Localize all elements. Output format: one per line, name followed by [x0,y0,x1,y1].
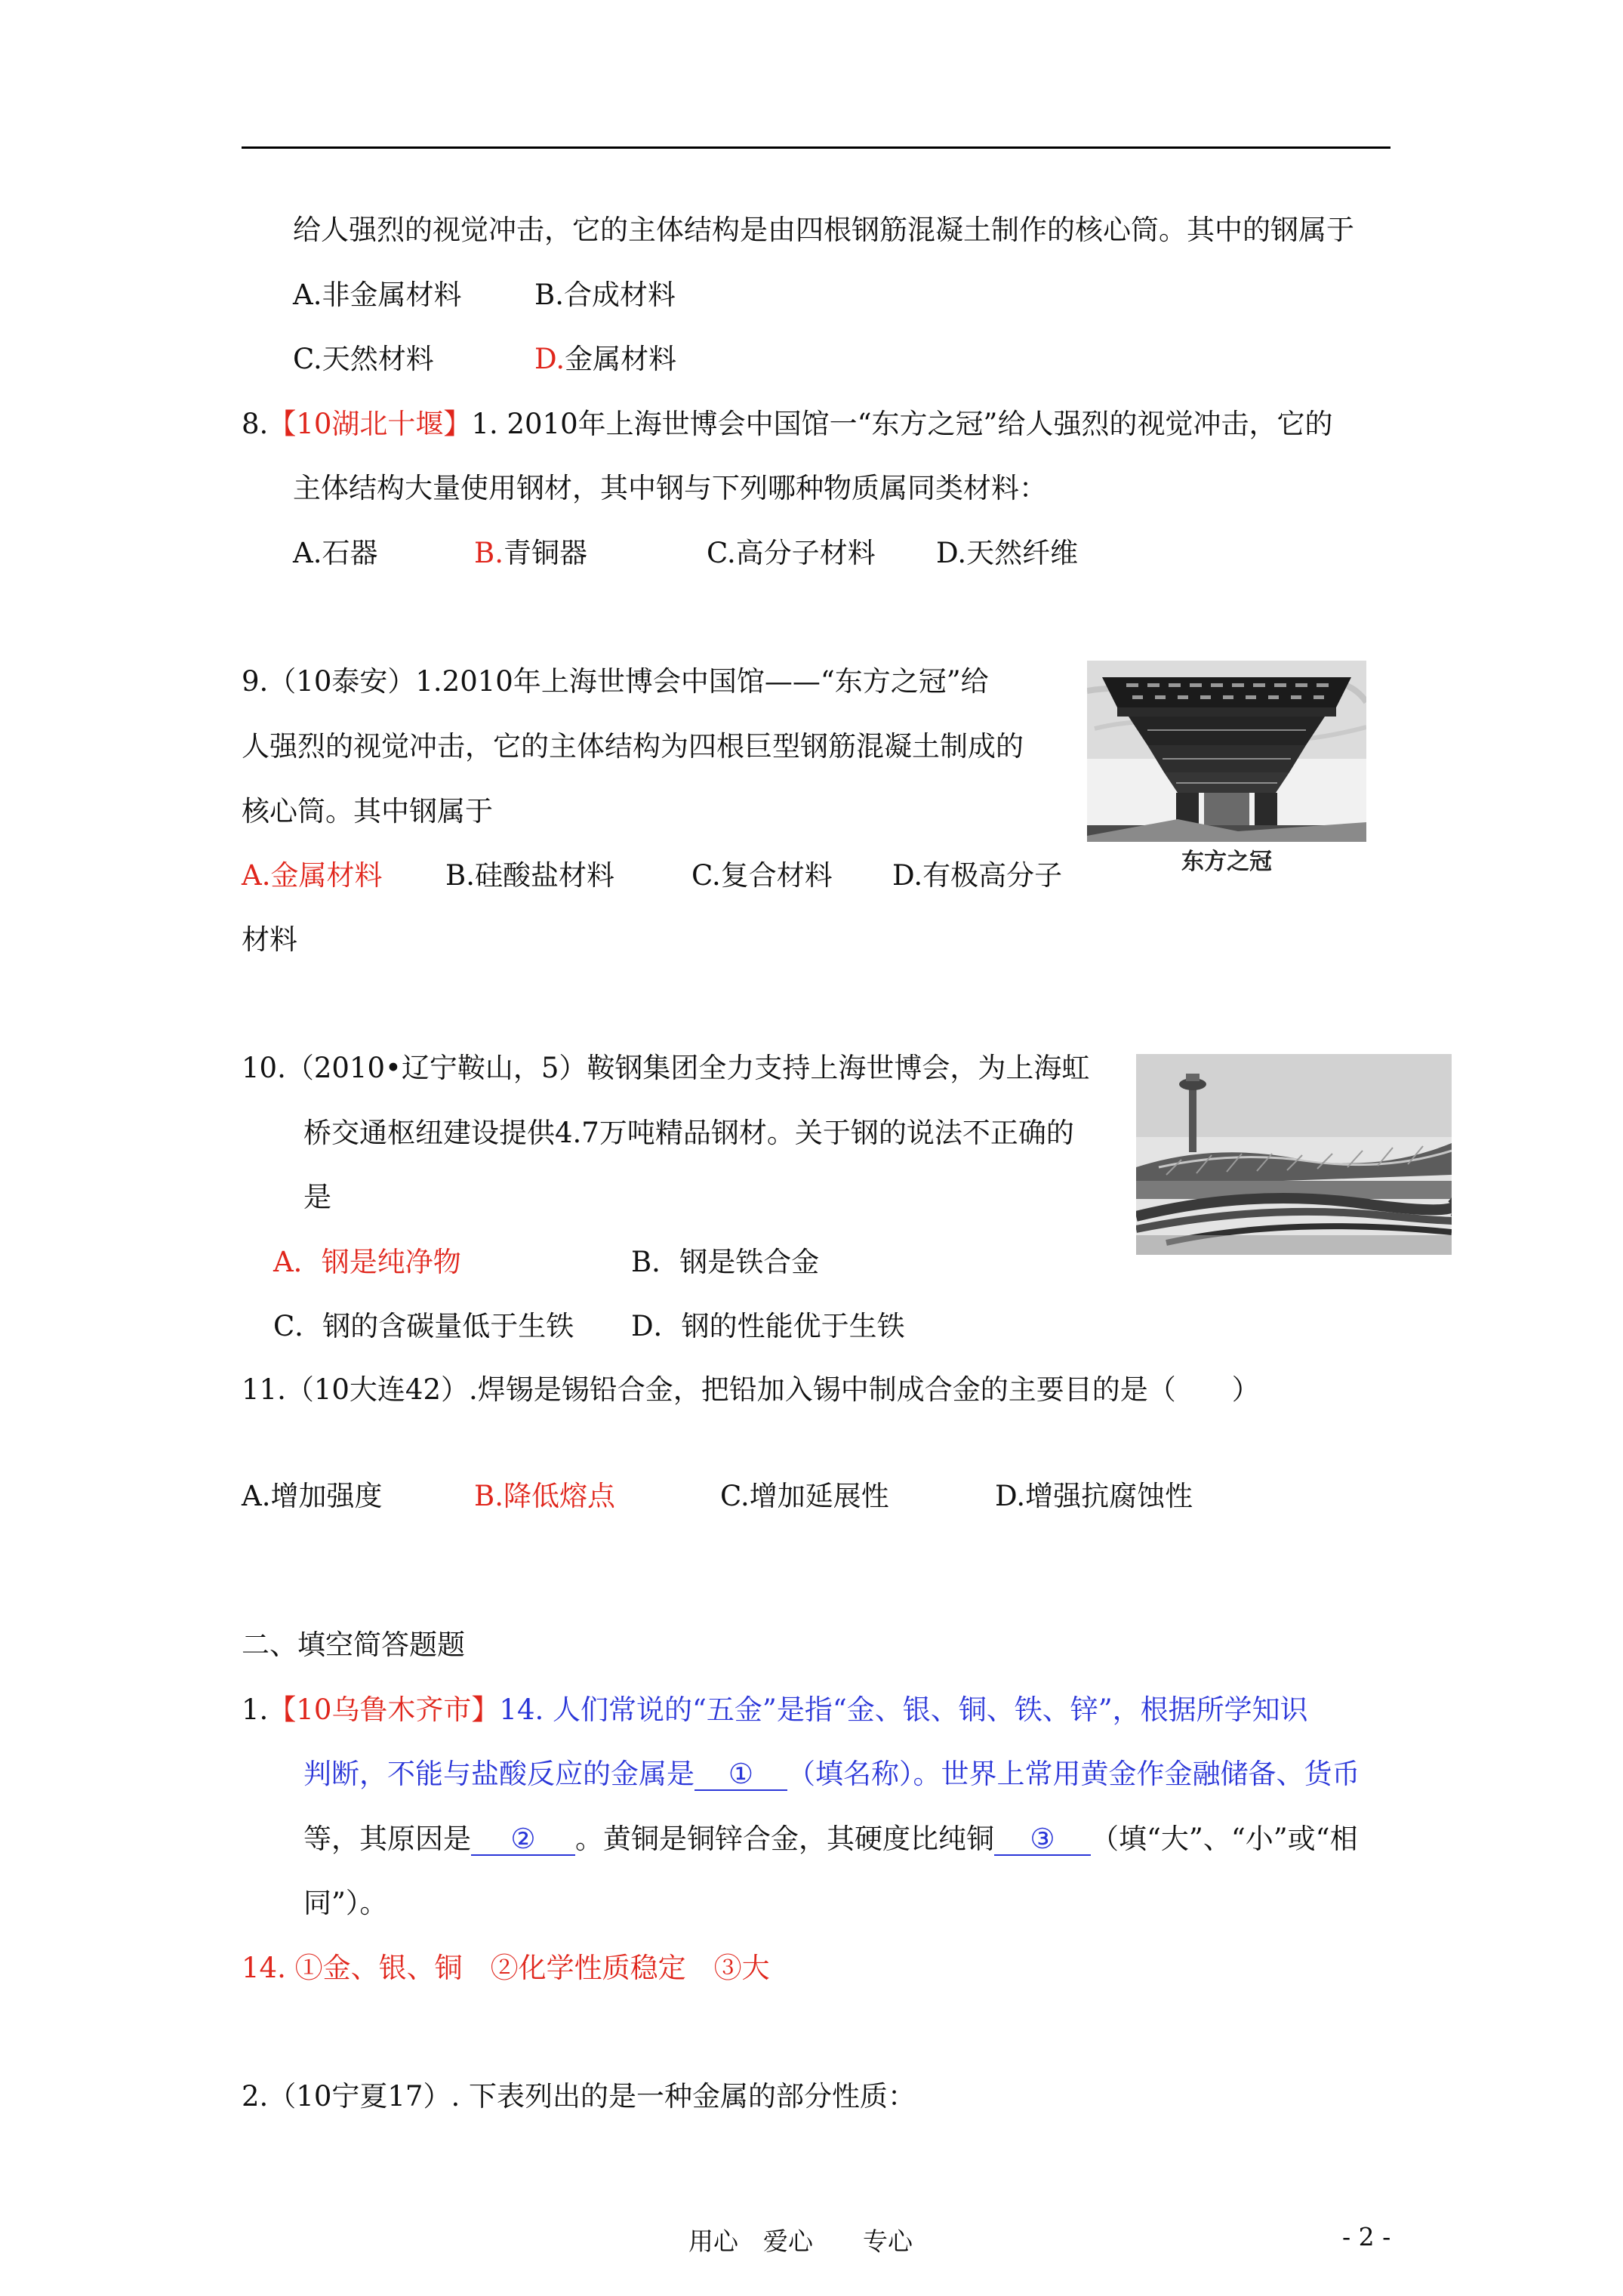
s2-q1-stem-line-4: 同”）。 [303,1887,388,1919]
q9-stem-line-3: 核心筒。其中钢属于 [242,795,493,827]
section-heading-fill-in: 二、填空简答题题 [242,1629,465,1661]
s2-q2-stem-line: 2.（10宁夏17）. 下表列出的是一种金属的部分性质： [242,2080,916,2113]
s2-q1-line2-text-a: 判断，不能与盐酸反应的金属是 [303,1758,694,1790]
blank-1: ① [694,1760,787,1791]
q7-option-b: B.合成材料 [534,279,676,311]
q11-option-d: D.增强抗腐蚀性 [995,1480,1193,1512]
q7-stem-line: 给人强烈的视觉冲击，它的主体结构是由四根钢筋混凝土制作的核心筒。其中的钢属于 [293,214,1354,246]
q9-stem-line-1: 9.（10泰安）1.2010年上海世博会中国馆——“东方之冠”给 [242,665,989,698]
q10-stem-line-1: 10.（2010•辽宁鞍山，5）鞍钢集团全力支持上海世博会，为上海虹 [242,1052,1090,1084]
q11-option-c: C.增加延展性 [720,1480,889,1512]
q9-option-d: D.有极高分子 [892,859,1063,892]
hongqiao-hub-image [1136,1054,1452,1255]
q9-stem-line-2: 人强烈的视觉冲击，它的主体结构为四根巨型钢筋混凝土制成的 [242,730,1024,763]
q7-option-d [534,345,676,373]
s2-q1-line3-text-c: （填“大”、“小”或“相 [1091,1823,1358,1855]
q7-option-a: A.非金属材料 [293,279,462,311]
s2-q1-stem-line-1 [242,1693,1308,1726]
s2-q1-stem-line-2 [303,1760,1360,1791]
q10-stem-line-2: 桥交通枢纽建设提供4.7万吨精品钢材。关于钢的说法不正确的 [303,1117,1074,1149]
s2-q1-line3-text-b: 。黄铜是铜锌合金，其硬度比纯铜 [575,1823,994,1855]
page-number: - 2 - [1342,2222,1391,2251]
s2-q1-number: 1. [242,1693,269,1726]
q10-option-d: D．钢的性能优于生铁 [631,1310,905,1342]
q8-stem-text: 1. 2010年上海世博会中国馆一“东方之冠”给人强烈的视觉冲击，它的 [471,408,1333,440]
blank-2: ② [471,1825,575,1856]
q7-option-d-text: 金属材料 [565,343,677,375]
s2-q1-line2-text-b: （填名称）。世界上常用黄金作金融储备、货币 [787,1758,1360,1790]
q10-stem-line-3: 是 [303,1181,331,1213]
q10-option-b: B．钢是铁合金 [631,1246,820,1278]
s2-q1-answer: 14. ①金、银、铜 ②化学性质稳定 ③大 [242,1952,770,1984]
china-pavilion-image [1087,661,1366,877]
q7-option-d-letter: D. [534,343,565,375]
q8-option-d: D.天然纤维 [936,537,1079,569]
q8-stem-line-2: 主体结构大量使用钢材，其中钢与下列哪种物质属同类材料： [293,472,1047,504]
blank-3: ③ [994,1825,1091,1856]
s2-q1-line3-text-a: 等，其原因是 [303,1823,471,1855]
q8-stem-line-1 [242,410,1332,438]
q8-option-b [474,539,587,567]
q7-option-c: C.天然材料 [293,343,434,375]
q9-option-c: C.复合材料 [691,859,833,892]
q8-source: 【10湖北十堰】 [268,408,472,440]
q8-option-a: A.石器 [293,537,378,569]
q9-option-a: A.金属材料 [242,859,383,892]
q8-option-c: C.高分子材料 [707,537,876,569]
s2-q1-stem-line-3 [303,1825,1358,1856]
q10-option-a: A．钢是纯净物 [273,1246,461,1278]
q11-option-b: B.降低熔点 [474,1480,615,1512]
footer-motto: 用心 爱心 专心 [688,2227,913,2256]
q8-option-b-text: 青铜器 [503,537,587,569]
q8-number: 8. [242,408,269,440]
s2-q1-source: 【10乌鲁木齐市】 [268,1693,500,1726]
q10-option-c: C．钢的含碳量低于生铁 [273,1310,574,1342]
china-pavilion-caption: 东方之冠 [1181,849,1272,875]
s2-q1-stem-text: 14. 人们常说的“五金”是指“金、银、铜、铁、锌”，根据所学知识 [499,1693,1308,1726]
q11-stem-line: 11.（10大连42）.焊锡是锡铅合金，把铅加入锡中制成合金的主要目的是（ ） [242,1373,1260,1406]
q9-option-b: B.硅酸盐材料 [445,859,614,892]
q11-option-a: A.增加强度 [242,1480,383,1512]
header-rule [242,146,1390,149]
q9-option-d-continued: 材料 [242,923,297,956]
q8-option-b-letter: B. [474,537,504,569]
